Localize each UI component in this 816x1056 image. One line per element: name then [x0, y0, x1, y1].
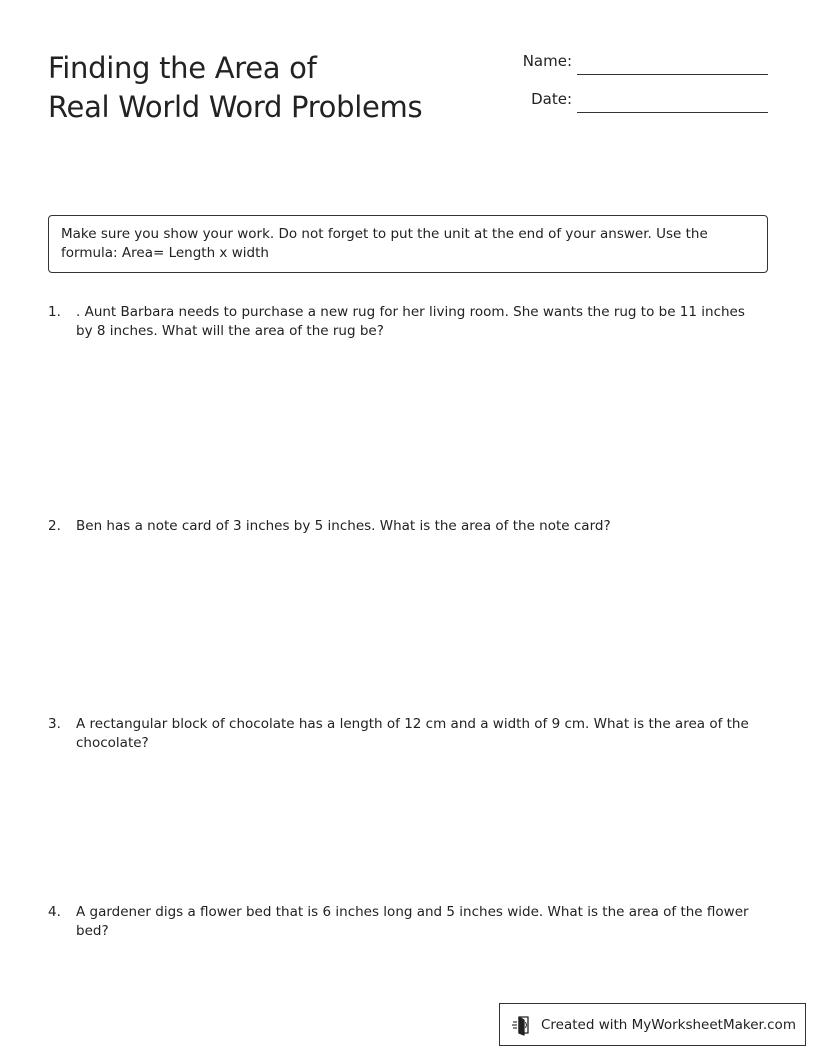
question-4 — [48, 903, 768, 941]
question-2 — [48, 517, 768, 536]
date-input-line[interactable] — [577, 112, 768, 113]
name-label: Name: — [522, 52, 572, 70]
title-line-1: Finding the Area of — [48, 51, 317, 85]
instructions-box: Make sure you show your work. Do not forget to put the unit at the end of your answer. Use the formula: Area= Length x width — [48, 215, 768, 273]
question-text: Ben has a note card of 3 inches by 5 inches. What is the area of the note card? — [76, 518, 611, 534]
footer-text: Created with MyWorksheetMaker.com — [541, 1016, 796, 1033]
date-label: Date: — [531, 90, 572, 108]
date-field[interactable] — [500, 88, 768, 114]
worksheet-maker-logo-icon — [512, 1014, 534, 1036]
name-input-line[interactable] — [577, 74, 768, 75]
question-text: . Aunt Barbara needs to purchase a new rug for her living room. She wants the rug to be 11 inches by 8 inches. What will the area of the rug be? — [76, 304, 745, 339]
question-text: A rectangular block of chocolate has a length of 12 cm and a width of 9 cm. What is the area of the chocolate? — [76, 716, 749, 751]
question-1 — [48, 303, 768, 341]
created-with-badge[interactable] — [499, 1003, 806, 1046]
worksheet-title — [48, 49, 422, 127]
question-number: 3. — [48, 716, 61, 732]
question-number: 4. — [48, 904, 61, 920]
question-3 — [48, 715, 768, 753]
name-field[interactable] — [500, 50, 768, 76]
question-number: 2. — [48, 518, 61, 534]
question-text: A gardener digs a flower bed that is 6 inches long and 5 inches wide. What is the area of the flower bed? — [76, 904, 749, 939]
title-line-2: Real World Word Problems — [48, 90, 423, 124]
question-number: 1. — [48, 304, 61, 320]
